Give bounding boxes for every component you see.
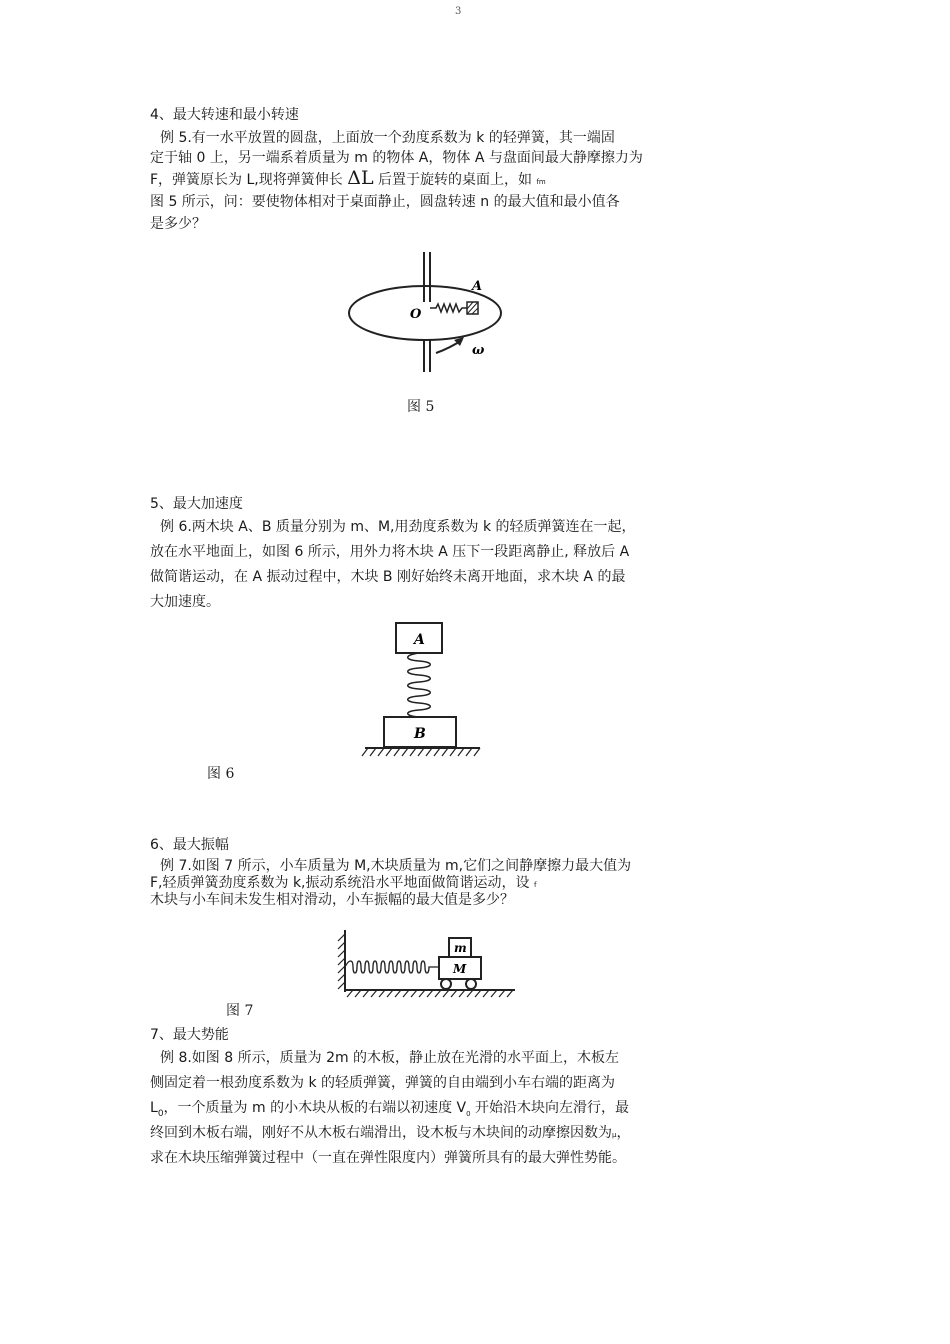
example-5-line-1: 例 5.有一水平放置的圆盘，上面放一个劲度系数为 k 的轻弹簧，其一端固 [160, 130, 615, 146]
delta-l-symbol: ΔL [347, 167, 374, 189]
figure-5-label-a: A [472, 279, 483, 294]
example-5-line-4: 图 5 所示，问：要使物体相对于桌面静止，圆盘转速 n 的最大值和最小值各 [150, 194, 620, 210]
example-8-line-4 [150, 1123, 630, 1146]
example-8-line-5: 求在木块压缩弹簧过程中（一直在弹性限度内）弹簧所具有的最大弹性势能。 [150, 1150, 626, 1166]
figure-5-label-omega: ω [472, 343, 485, 358]
figure-6-spring-blocks [360, 620, 485, 760]
example-7-line-1: 例 7.如图 7 所示，小车质量为 M,木块质量为 m,它们之间静摩擦力最大值为 [160, 858, 632, 874]
figure-6-caption: 图 6 [207, 766, 235, 782]
section-5-heading: 5、最大加速度 [150, 496, 243, 512]
example-8-line-3-text-b: 开始沿木块向左滑行，最 [470, 1100, 630, 1116]
figure-7-caption: 图 7 [226, 1003, 254, 1019]
example-8-line-3-text-a: ，一个质量为 m 的小木块从板的右端以初速度 V [163, 1100, 467, 1116]
fm-subscript: fm [536, 178, 546, 186]
section-7-heading: 7、最大势能 [150, 1027, 229, 1043]
example-5-line-3 [150, 168, 546, 193]
mu-symbol: μ [612, 1131, 617, 1139]
example-7-line-3: 木块与小车间未发生相对滑动，小车振幅的最大值是多少？ [150, 892, 514, 908]
section-4-heading: 4、最大转速和最小转速 [150, 107, 299, 123]
example-8-line-4-text: 终回到木板右端，刚好不从木板右端滑出，设木板与木块间的动摩擦因数为 [150, 1125, 612, 1141]
figure-5-caption: 图 5 [407, 399, 435, 415]
example-8-line-3 [150, 1098, 629, 1125]
example-8-line-1: 例 8.如图 8 所示，质量为 2m 的木板，静止放在光滑的水平面上，木板左 [160, 1050, 620, 1066]
figure-6-label-a: A [414, 632, 425, 648]
example-6-line-2: 放在水平地面上，如图 6 所示，用外力将木块 A 压下一段距离静止, 释放后 A [150, 544, 630, 560]
example-6-line-4: 大加速度。 [150, 594, 220, 610]
example-5-line-3-text-a: F，弹簧原长为 L,现将弹簧伸长 [150, 172, 343, 188]
figure-5-rotating-disk [340, 250, 510, 380]
l0-subscript: 0 [157, 1108, 164, 1119]
section-6-heading: 6、最大振幅 [150, 837, 229, 853]
page-number: 3 [455, 6, 462, 17]
example-6-line-3: 做简谐运动，在 A 振动过程中，木块 B 刚好始终未离开地面，求木块 A 的最 [150, 569, 626, 585]
example-8-line-4-comma: ， [616, 1125, 631, 1141]
v0-subscript: 0 [466, 1109, 471, 1118]
figure-7-cart-spring [335, 928, 520, 1000]
example-8-line-2: 侧固定着一根劲度系数为 k 的轻质弹簧，弹簧的自由端到小车右端的距离为 [150, 1075, 616, 1091]
example-6-line-1: 例 6.两木块 A、B 质量分别为 m、M,用劲度系数为 k 的轻质弹簧连在一起， [160, 519, 636, 535]
example-7-line-2-text: F,轻质弹簧劲度系数为 k,振动系统沿水平地面做简谐运动，设 [150, 875, 530, 891]
figure-5-label-o: O [410, 307, 422, 322]
example-5-line-3-text-b: 后置于旋转的桌面上，如 [378, 172, 533, 188]
f-subscript: f [533, 881, 537, 889]
l0-symbol: L [150, 1100, 158, 1116]
example-5-line-2: 定于轴 0 上，另一端系着质量为 m 的物体 A，物体 A 与盘面间最大静摩擦力为 [150, 150, 643, 166]
figure-7-label-m-small: m [454, 941, 467, 955]
figure-7-label-m-large: M [453, 962, 467, 976]
example-5-line-5: 是多少？ [150, 216, 206, 232]
figure-6-label-b: B [414, 726, 426, 742]
